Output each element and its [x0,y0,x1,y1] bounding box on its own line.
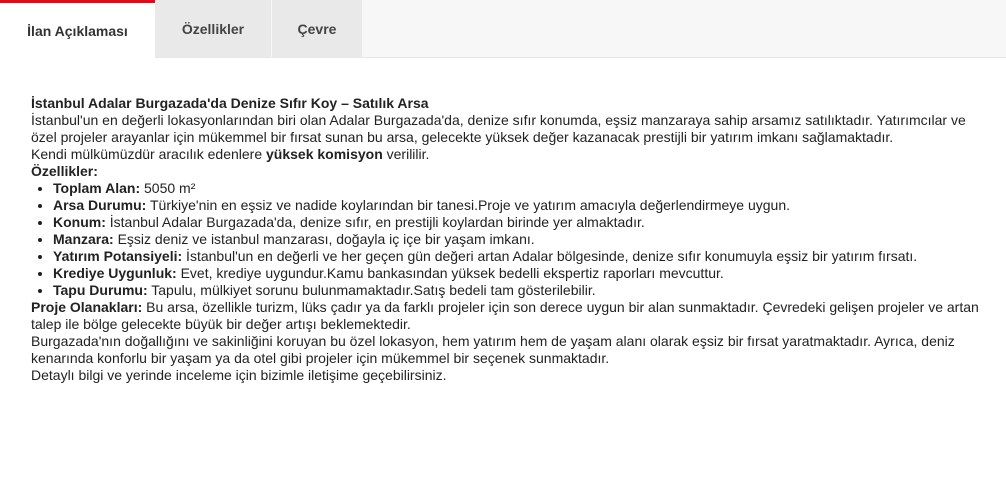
feature-label: Tapu Durumu: [53,282,148,298]
feature-item [53,248,991,265]
tab-ilan-aciklamasi[interactable] [0,0,155,59]
feature-label: Arsa Durumu: [53,197,147,213]
feature-item [53,231,991,248]
tab-label: İlan Açıklaması [27,23,128,39]
feature-label: Yatırım Potansiyeli: [53,248,183,264]
feature-value: Türkiye'nin en eşsiz ve nadide koylarından bir tanesi.Proje ve yatırım amacıyla değerlendirmeye uygun. [146,197,790,213]
features-list [31,180,991,299]
feature-value: Evet, krediye uygundur.Kamu bankasından yüksek bedelli ekspertiz raporları mevcuttur. [176,265,724,281]
features-heading: Özellikler: [31,163,98,179]
feature-label: Manzara: [53,231,114,247]
listing-description [31,95,991,384]
projects-label: Proje Olanakları: [31,299,143,315]
tab-ozellikler[interactable] [155,0,271,58]
feature-value: 5050 m² [140,180,196,196]
closing-paragraph: Burgazada'nın doğallığını ve sakinliğini koruyan bu özel lokasyon, hem yatırım hem de yaşam alanı olarak eşsiz bir fırsat yaratmaktadır. Ayrıca, deniz kenarında konforlu bir yaşam ya da otel gibi projeler için mükemmel bir seçenek sunmaktadır. [31,333,955,366]
feature-item [53,265,991,282]
commission-note [31,146,991,163]
feature-value: İstanbul'un en değerli ve her geçen gün değeri artan Adalar bölgesinde, denize sıfır konumuyla eşsiz bir yatırım fırsatı. [182,248,918,264]
projects-paragraph [31,299,991,333]
tab-cevre[interactable] [272,0,362,58]
tab-bar [0,0,1006,58]
commission-text-end: verililir. [382,146,430,162]
feature-value: İstanbul Adalar Burgazada'da, denize sıfır, en prestijli koylardan birinde yer almaktadır. [105,214,645,230]
tab-label: Özellikler [181,21,245,37]
projects-text: Bu arsa, özellikle turizm, lüks çadır ya da farklı projeler için son derece uygun bir alan sunmaktadır. Çevredeki gelişen projeler ve artan talep ile bölge gelecekte büyük bir değer artışı beklemektedir. [31,299,979,332]
listing-title: İstanbul Adalar Burgazada'da Denize Sıfır Koy – Satılık Arsa [31,95,429,111]
commission-text: Kendi mülkümüzdür aracılık edenlere [31,146,267,162]
feature-item [53,282,991,299]
feature-item [53,197,991,214]
commission-highlight: yüksek komisyon [266,146,383,162]
feature-value: Eşsiz deniz ve istanbul manzarası, doğayla iç içe bir yaşam imkanı. [113,231,535,247]
feature-value: Tapulu, mülkiyet sorunu bulunmamaktadır.Satış bedeli tam gösterilebilir. [147,282,596,298]
feature-label: Toplam Alan: [53,180,141,196]
listing-intro: İstanbul'un en değerli lokasyonlarından biri olan Adalar Burgazada'da, denize sıfır konumda, eşsiz manzaraya sahip arsamız satılıktadır. Yatırımcılar ve özel projeler arayanlar için mükemmel bir fırsat sunan bu arsa, gelecekte yüksek değer kazanacak prestijli bir yatırım imkanı sağlamaktadır. [31,112,966,145]
contact-paragraph: Detaylı bilgi ve yerinde inceleme için bizimle iletişime geçebilirsiniz. [31,367,447,383]
tab-label: Çevre [297,21,337,37]
feature-item [53,180,991,197]
feature-item [53,214,991,231]
feature-label: Krediye Uygunluk: [53,265,177,281]
feature-label: Konum: [53,214,106,230]
